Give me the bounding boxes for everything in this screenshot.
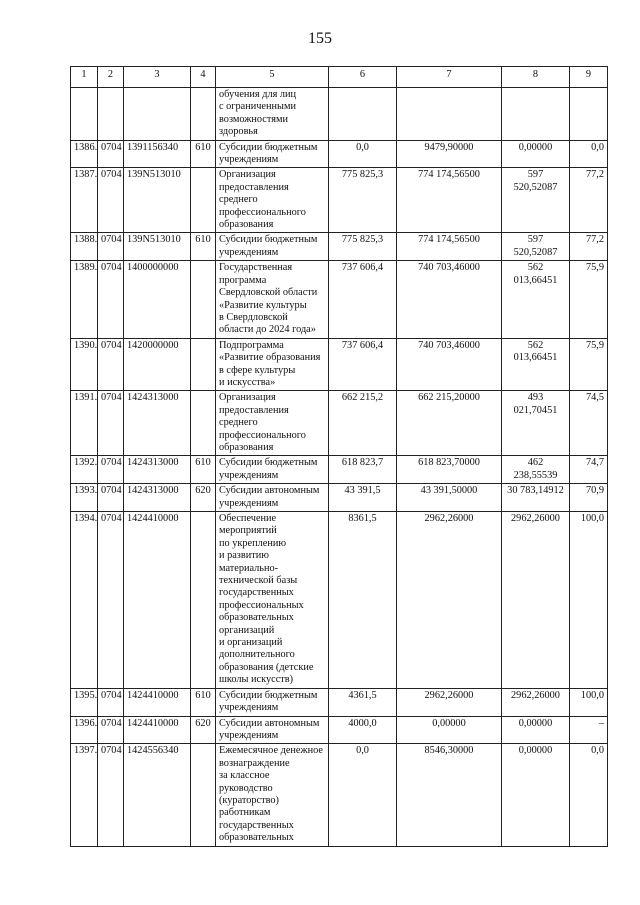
target-code (124, 716, 191, 744)
approved-amount-text: 618 823,70000 (418, 457, 480, 469)
section-code (98, 140, 124, 168)
executed-amount-text: 0,00000 (518, 745, 553, 757)
execution-percent (570, 688, 608, 716)
execution-percent (570, 716, 608, 744)
executed-amount-text: 2962,26000 (511, 689, 560, 701)
section-code (98, 233, 124, 261)
target-code-text: 1424313000 (127, 392, 179, 404)
planned-amount-text: 4000,0 (348, 717, 377, 729)
planned-amount (329, 688, 397, 716)
item-name (216, 88, 329, 141)
execution-percent (570, 512, 608, 689)
row-number (71, 338, 98, 391)
executed-amount (502, 391, 570, 456)
executed-amount-text: 493 021,70451 (513, 392, 558, 416)
planned-amount (329, 140, 397, 168)
expense-type-text: 610 (195, 141, 211, 153)
planned-amount (329, 456, 397, 484)
target-code-text: 1391156340 (127, 141, 179, 153)
column-header: 2 (98, 67, 124, 88)
table-row (71, 688, 608, 716)
row-number-text: 1394. (74, 513, 98, 524)
executed-amount-text: 562 013,66451 (513, 262, 558, 286)
executed-amount (502, 338, 570, 391)
row-number-text: 1388. (74, 234, 98, 246)
row-number (71, 261, 98, 338)
target-code-text: 1424410000 (127, 717, 179, 729)
section-code (98, 391, 124, 456)
row-number-text: 1386. (74, 141, 98, 153)
item-name (216, 456, 329, 484)
table-row (71, 391, 608, 456)
budget-table (70, 66, 608, 847)
item-name-text: Ежемесячное денежное вознаграждение за классное руководство (кураторство) работникам государственных образовательных (219, 745, 323, 844)
target-code-text: 1424410000 (127, 689, 179, 701)
planned-amount-text: 662 215,2 (341, 392, 384, 404)
target-code (124, 484, 191, 512)
target-code (124, 261, 191, 338)
section-code-text: 0704 (101, 745, 122, 757)
row-number-text: 1392. (74, 457, 98, 469)
item-name-text: Субсидии бюджетным учреждениям (219, 689, 318, 714)
column-header: 3 (124, 67, 191, 88)
row-number (71, 233, 98, 261)
section-code (98, 88, 124, 141)
section-code (98, 744, 124, 846)
execution-percent-text: 75,9 (585, 262, 604, 274)
expense-type (191, 140, 216, 168)
approved-amount-text: 9479,90000 (424, 141, 474, 153)
row-number (71, 88, 98, 141)
planned-amount (329, 716, 397, 744)
approved-amount (397, 233, 502, 261)
approved-amount (397, 338, 502, 391)
target-code (124, 88, 191, 141)
executed-amount (502, 88, 570, 141)
section-code-text: 0704 (101, 339, 122, 351)
approved-amount (397, 744, 502, 846)
table-row (71, 168, 608, 233)
section-code (98, 512, 124, 689)
planned-amount (329, 88, 397, 141)
table-row (71, 88, 608, 141)
expense-type (191, 716, 216, 744)
approved-amount-text: 774 174,56500 (418, 234, 480, 246)
executed-amount (502, 716, 570, 744)
executed-amount (502, 140, 570, 168)
target-code-text: 1424313000 (127, 457, 179, 469)
executed-amount (502, 233, 570, 261)
execution-percent-text: 74,7 (585, 457, 604, 469)
planned-amount (329, 512, 397, 689)
table-row (71, 338, 608, 391)
section-code-text: 0704 (101, 392, 122, 404)
planned-amount-text: 775 825,3 (341, 234, 384, 246)
execution-percent (570, 338, 608, 391)
executed-amount (502, 456, 570, 484)
approved-amount-text: 8546,30000 (424, 745, 474, 757)
item-name (216, 140, 329, 168)
executed-amount (502, 744, 570, 846)
executed-amount-text: 2962,26000 (511, 513, 560, 524)
column-header: 4 (191, 67, 216, 88)
row-number-text: 1391. (74, 392, 98, 404)
item-name (216, 233, 329, 261)
page-number: 155 (308, 30, 332, 47)
section-code (98, 168, 124, 233)
row-number (71, 744, 98, 846)
section-code-text: 0704 (101, 234, 122, 246)
target-code (124, 456, 191, 484)
item-name (216, 716, 329, 744)
column-header: 5 (216, 67, 329, 88)
target-code (124, 140, 191, 168)
item-name-text: Субсидии бюджетным учреждениям (219, 141, 318, 166)
approved-amount (397, 391, 502, 456)
planned-amount (329, 338, 397, 391)
item-name-text: Субсидии бюджетным учреждениям (219, 234, 318, 258)
executed-amount (502, 512, 570, 689)
executed-amount-text: 597 520,52087 (513, 234, 558, 258)
planned-amount-text: 737 606,4 (341, 339, 384, 351)
planned-amount-text: 43 391,5 (344, 485, 381, 497)
row-number-text: 1396. (74, 717, 98, 729)
execution-percent (570, 484, 608, 512)
planned-amount (329, 391, 397, 456)
approved-amount-text: 662 215,20000 (418, 392, 480, 404)
target-code-text: 1400000000 (127, 262, 179, 274)
target-code (124, 168, 191, 233)
executed-amount-text: 597 520,52087 (513, 169, 558, 193)
approved-amount-text: 43 391,50000 (420, 485, 478, 497)
executed-amount-text: 462 238,55539 (513, 457, 558, 481)
expense-type-text: 610 (195, 689, 211, 701)
column-header: 8 (502, 67, 570, 88)
row-number (71, 456, 98, 484)
section-code-text: 0704 (101, 262, 122, 274)
approved-amount-text: 2962,26000 (424, 689, 474, 701)
expense-type (191, 484, 216, 512)
execution-percent-text: 100,0 (580, 513, 604, 524)
section-code-text: 0704 (101, 485, 122, 497)
section-code-text: 0704 (101, 689, 122, 701)
target-code-text: 139N513010 (127, 169, 181, 181)
item-name-text: обучения для лиц с ограниченными возможностями здоровья (219, 89, 297, 138)
expense-type (191, 233, 216, 261)
target-code (124, 512, 191, 689)
item-name-text: Субсидии автономным учреждениям (219, 485, 320, 509)
table-row (71, 140, 608, 168)
item-name (216, 744, 329, 846)
expense-type (191, 512, 216, 689)
item-name-text: Организация предоставления среднего профессионального образования (219, 392, 306, 453)
execution-percent-text: 0,0 (591, 141, 604, 153)
execution-percent-text: 0,0 (591, 745, 604, 757)
planned-amount-text: 4361,5 (348, 689, 377, 701)
executed-amount (502, 168, 570, 233)
executed-amount-text: 0,00000 (518, 717, 553, 729)
item-name (216, 168, 329, 233)
executed-amount-text: 0,00000 (518, 141, 553, 153)
expense-type (191, 456, 216, 484)
section-code (98, 338, 124, 391)
table-row (71, 233, 608, 261)
planned-amount (329, 233, 397, 261)
section-code-text: 0704 (101, 457, 122, 469)
approved-amount-text: 740 703,46000 (418, 339, 480, 351)
column-header: 9 (570, 67, 608, 88)
item-name (216, 512, 329, 689)
execution-percent (570, 168, 608, 233)
target-code (124, 688, 191, 716)
section-code-text: 0704 (101, 169, 122, 181)
execution-percent-text: 75,9 (585, 339, 604, 351)
execution-percent (570, 233, 608, 261)
expense-type (191, 688, 216, 716)
approved-amount (397, 688, 502, 716)
row-number-text: 1395. (74, 689, 98, 701)
item-name-text: Государственная программа Свердловской области «Развитие культуры в Свердловской области до 2024 года» (219, 262, 318, 336)
row-number-text: 1397. (74, 745, 98, 757)
approved-amount-text: 774 174,56500 (418, 169, 480, 181)
execution-percent (570, 456, 608, 484)
execution-percent-text: 100,0 (580, 689, 604, 701)
approved-amount (397, 456, 502, 484)
execution-percent-text: 74,5 (585, 392, 604, 404)
section-code-text: 0704 (101, 513, 122, 524)
approved-amount (397, 261, 502, 338)
approved-amount (397, 512, 502, 689)
expense-type (191, 88, 216, 141)
section-code (98, 688, 124, 716)
item-name (216, 688, 329, 716)
executed-amount-text: 562 013,66451 (513, 339, 558, 364)
approved-amount (397, 140, 502, 168)
target-code (124, 233, 191, 261)
table-row (71, 716, 608, 744)
item-name (216, 484, 329, 512)
planned-amount (329, 168, 397, 233)
row-number (71, 484, 98, 512)
section-code (98, 716, 124, 744)
expense-type (191, 391, 216, 456)
executed-amount (502, 688, 570, 716)
approved-amount (397, 88, 502, 141)
section-code-text: 0704 (101, 717, 122, 729)
item-name (216, 261, 329, 338)
item-name (216, 338, 329, 391)
execution-percent (570, 261, 608, 338)
column-header: 6 (329, 67, 397, 88)
execution-percent (570, 140, 608, 168)
execution-percent (570, 391, 608, 456)
item-name-text: Субсидии автономным учреждениям (219, 717, 320, 741)
planned-amount (329, 484, 397, 512)
row-number (71, 716, 98, 744)
planned-amount-text: 0,0 (356, 745, 369, 757)
row-number-text: 1393. (74, 485, 98, 497)
table-row (71, 512, 608, 689)
expense-type (191, 338, 216, 391)
expense-type (191, 168, 216, 233)
row-number (71, 512, 98, 689)
planned-amount-text: 0,0 (356, 141, 369, 153)
planned-amount-text: 775 825,3 (341, 169, 384, 181)
planned-amount-text: 737 606,4 (341, 262, 384, 274)
executed-amount (502, 261, 570, 338)
expense-type-text: 620 (195, 485, 211, 497)
target-code-text: 1420000000 (127, 339, 179, 351)
approved-amount-text: 0,00000 (432, 717, 466, 729)
item-name (216, 391, 329, 456)
row-number (71, 391, 98, 456)
planned-amount (329, 261, 397, 338)
target-code (124, 338, 191, 391)
item-name-text: Обеспечение мероприятий по укреплению и развитию материально- технической базы государственных профессиональных образовательных организаций и организаций дополнительного образования (детские школы искусств) (219, 513, 314, 686)
planned-amount-text: 618 823,7 (341, 457, 384, 469)
execution-percent (570, 88, 608, 141)
approved-amount (397, 484, 502, 512)
row-number-text: 1387. (74, 169, 98, 181)
item-name-text: Подпрограмма «Развитие образования в сфере культуры и искусства» (219, 339, 321, 388)
approved-amount-text: 2962,26000 (424, 513, 474, 524)
item-name-text: Организация предоставления среднего профессионального образования (219, 169, 306, 231)
expense-type (191, 261, 216, 338)
target-code-text: 1424313000 (127, 485, 179, 497)
section-code-text: 0704 (101, 141, 122, 153)
section-code (98, 484, 124, 512)
target-code (124, 744, 191, 846)
execution-percent-text: 77,2 (585, 234, 604, 246)
planned-amount-text: 8361,5 (348, 513, 377, 524)
row-number (71, 140, 98, 168)
column-header: 1 (71, 67, 98, 88)
table-row (71, 456, 608, 484)
target-code-text: 1424556340 (127, 745, 179, 757)
planned-amount (329, 744, 397, 846)
expense-type-text: 620 (195, 717, 211, 729)
row-number-text: 1390. (74, 339, 98, 351)
section-code (98, 456, 124, 484)
execution-percent-text: – (598, 717, 604, 729)
column-header: 7 (397, 67, 502, 88)
row-number (71, 688, 98, 716)
row-number-text: 1389. (74, 262, 98, 274)
header-row (71, 67, 608, 88)
approved-amount (397, 168, 502, 233)
table-row (71, 744, 608, 846)
target-code (124, 391, 191, 456)
target-code-text: 1424410000 (127, 513, 179, 524)
expense-type-text: 610 (195, 234, 211, 246)
row-number (71, 168, 98, 233)
approved-amount-text: 740 703,46000 (418, 262, 480, 274)
target-code-text: 139N513010 (127, 234, 181, 246)
table-row (71, 484, 608, 512)
execution-percent-text: 70,9 (585, 485, 604, 497)
execution-percent (570, 744, 608, 846)
section-code (98, 261, 124, 338)
expense-type (191, 744, 216, 846)
item-name-text: Субсидии бюджетным учреждениям (219, 457, 318, 481)
table-row (71, 261, 608, 338)
expense-type-text: 610 (195, 457, 211, 469)
executed-amount (502, 484, 570, 512)
execution-percent-text: 77,2 (585, 169, 604, 181)
executed-amount-text: 30 783,14912 (507, 485, 564, 497)
approved-amount (397, 716, 502, 744)
